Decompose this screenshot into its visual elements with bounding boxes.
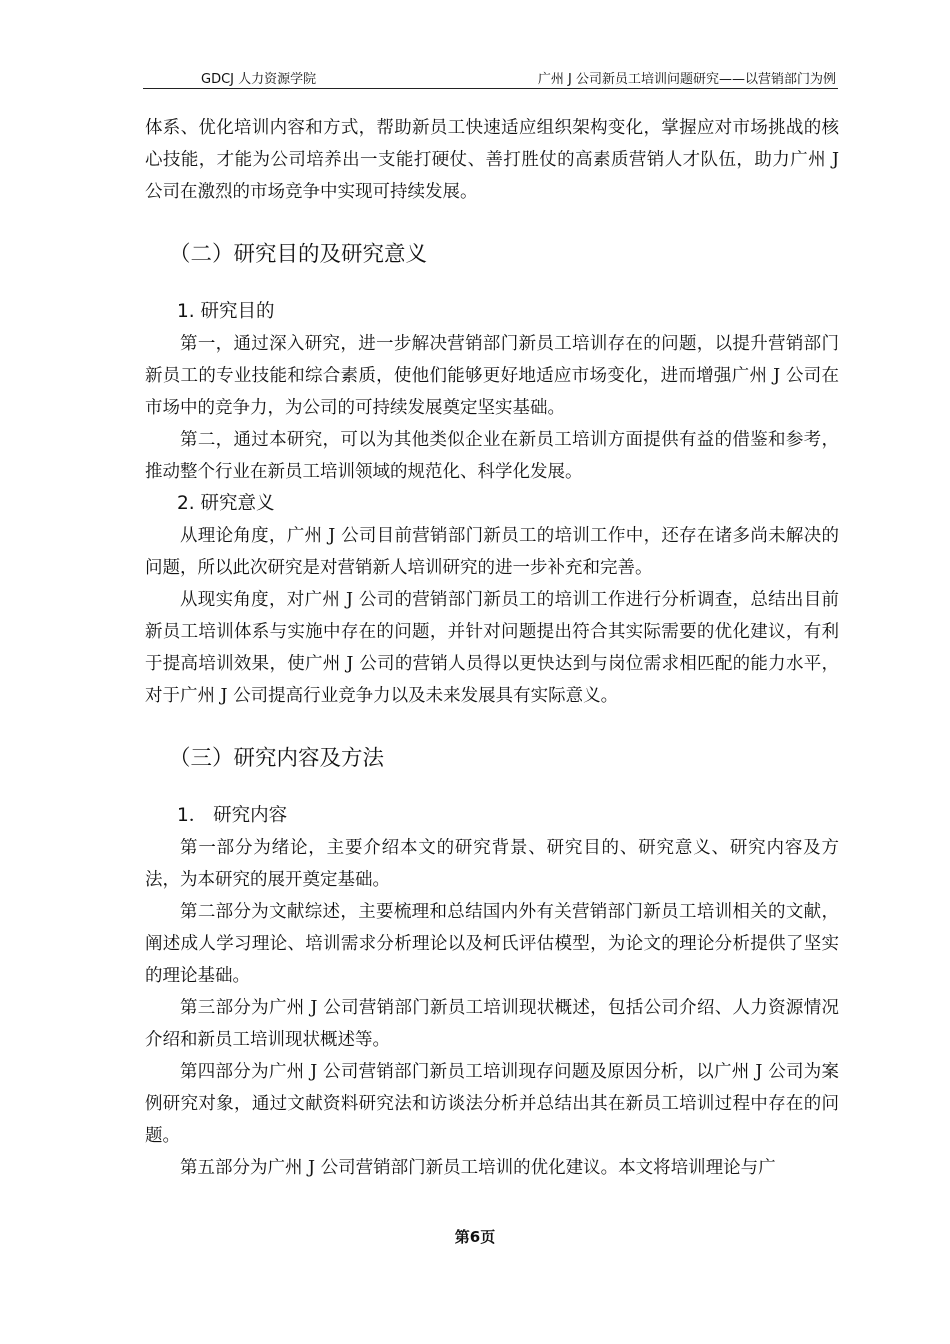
section-heading-3: （三）研究内容及方法 bbox=[169, 746, 385, 771]
paragraph: 第五部分为广州 J 公司营销部门新员工培训的优化建议。本文将培训理论与广 bbox=[180, 1158, 776, 1178]
paragraph: 第二部分为文献综述，主要梳理和总结国内外有关营销部门新员工培训相关的文献，阐述成人学习理论、培训需求分析理论以及柯氏评估模型，为论文的理论分析提供了坚实的理论基础。 bbox=[145, 902, 839, 986]
paragraph: 第二，通过本研究，可以为其他类似企业在新员工培训方面提供有益的借鉴和参考，推动整个行业在新员工培训领域的规范化、科学化发展。 bbox=[145, 430, 839, 482]
paragraph-continued: 体系、优化培训内容和方式，帮助新员工快速适应组织架构变化，掌握应对市场挑战的核心技能，才能为公司培养出一支能打硬仗、善打胜仗的高素质营销人才队伍，助力广州 J 公司在激烈的市场竞争中实现可持续发展。 bbox=[145, 118, 839, 202]
running-header bbox=[143, 66, 838, 89]
body-text bbox=[145, 112, 839, 1184]
page-number: 第6页 bbox=[454, 1228, 496, 1246]
paragraph: 从现实角度，对广州 J 公司的营销部门新员工的培训工作进行分析调查，总结出目前新员工培训体系与实施中存在的问题，并针对问题提出符合其实际需要的优化建议，有利于提高培训效果，使广州 J 公司的营销人员得以更快达到与岗位需求相匹配的能力水平，对于广州 J 公司提高行业竞争力以及未来发展具有实际意义。 bbox=[145, 590, 839, 706]
subheading-research-significance: 2. 研究意义 bbox=[177, 493, 275, 514]
subheading-research-purpose: 1. 研究目的 bbox=[177, 301, 275, 322]
paragraph: 第一部分为绪论，主要介绍本文的研究背景、研究目的、研究意义、研究内容及方法，为本研究的展开奠定基础。 bbox=[145, 838, 839, 890]
header-school: GDCJ 人力资源学院 bbox=[201, 72, 317, 87]
section-heading-2: （二）研究目的及研究意义 bbox=[169, 242, 428, 267]
paragraph: 从理论角度，广州 J 公司目前营销部门新员工的培训工作中，还存在诸多尚未解决的问题，所以此次研究是对营销新人培训研究的进一步补充和完善。 bbox=[145, 526, 839, 578]
header-title: 广州 J 公司新员工培训问题研究——以营销部门为例 bbox=[537, 72, 836, 87]
paragraph: 第三部分为广州 J 公司营销部门新员工培训现状概述，包括公司介绍、人力资源情况介绍和新员工培训现状概述等。 bbox=[145, 998, 839, 1050]
paragraph: 第四部分为广州 J 公司营销部门新员工培训现存问题及原因分析，以广州 J 公司为案例研究对象，通过文献资料研究法和访谈法分析并总结出其在新员工培训过程中存在的问题。 bbox=[145, 1062, 839, 1146]
paragraph: 第一，通过深入研究，进一步解决营销部门新员工培训存在的问题，以提升营销部门新员工的专业技能和综合素质，使他们能够更好地适应市场变化，进而增强广州 J 公司在市场中的竞争力，为公司的可持续发展奠定坚实基础。 bbox=[145, 334, 839, 418]
subheading-research-content: 1． 研究内容 bbox=[177, 805, 288, 826]
